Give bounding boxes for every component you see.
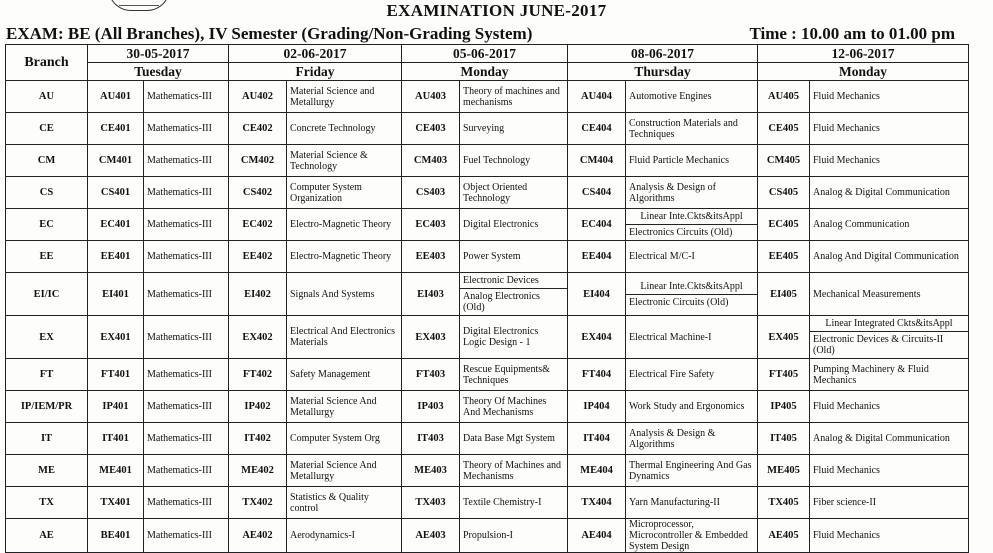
subject-code: FT402: [229, 359, 287, 391]
subject-name: Material Science and Metallurgy: [287, 81, 402, 113]
subject-code: CE405: [758, 113, 810, 145]
subject-code: AU405: [758, 81, 810, 113]
subject-name: Analysis & Design of Algorithms: [626, 177, 758, 209]
branch-cell: ME: [6, 455, 88, 487]
subject-name-group: [810, 316, 969, 359]
subject-code: FT405: [758, 359, 810, 391]
subject-name: Work Study and Ergonomics: [626, 391, 758, 423]
table-row: [6, 316, 969, 359]
subject-name: Material Science & Technology: [287, 145, 402, 177]
subject-name: Mathematics-III: [144, 391, 229, 423]
subject-name: Electrical Fire Safety: [626, 359, 758, 391]
subject-name: Construction Materials and Techniques: [626, 113, 758, 145]
subject-name: Computer System Organization: [287, 177, 402, 209]
subject-code: TX401: [88, 487, 144, 519]
subject-name: Electronic Devices: [463, 275, 539, 286]
subject-name: Digital Electronics Logic Design - 1: [460, 316, 568, 359]
subject-code: IP405: [758, 391, 810, 423]
subject-name: Mathematics-III: [144, 519, 229, 553]
subject-code: EE404: [568, 241, 626, 273]
table-row: [6, 455, 969, 487]
header-day-row: [6, 63, 969, 81]
subject-code: AE404: [568, 519, 626, 553]
subject-code: IP404: [568, 391, 626, 423]
subject-name: Fluid Mechanics: [810, 391, 969, 423]
subject-code: EC404: [568, 209, 626, 241]
column-date: 05-06-2017: [402, 45, 568, 63]
subject-name: Object Oriented Technology: [460, 177, 568, 209]
subject-name: Aerodynamics-I: [287, 519, 402, 553]
table-row: [6, 145, 969, 177]
subject-code: CS405: [758, 177, 810, 209]
subject-code: EE401: [88, 241, 144, 273]
subject-code: AE403: [402, 519, 460, 553]
timetable: [5, 44, 969, 553]
subject-code: BE401: [88, 519, 144, 553]
column-date: 12-06-2017: [758, 45, 969, 63]
subject-code: IT405: [758, 423, 810, 455]
subject-code: AU401: [88, 81, 144, 113]
subject-code: ME402: [229, 455, 287, 487]
subject-name: Mathematics-III: [144, 241, 229, 273]
subject-name: Material Science And Metallurgy: [287, 391, 402, 423]
subject-code: IT401: [88, 423, 144, 455]
subject-code: CM404: [568, 145, 626, 177]
subject-name: Fiber science-II: [810, 487, 969, 519]
subject-name: Rescue Equipments& Techniques: [460, 359, 568, 391]
subject-name: Analog Communication: [810, 209, 969, 241]
column-date: 02-06-2017: [229, 45, 402, 63]
subject-code: TX402: [229, 487, 287, 519]
exam-info: EXAM: BE (All Branches), IV Semester (Grading/Non-Grading System): [6, 24, 533, 43]
subject-name: Mathematics-III: [144, 177, 229, 209]
subject-name: Statistics & Quality control: [287, 487, 402, 519]
subject-name: Electro-Magnetic Theory: [287, 209, 402, 241]
branch-cell: EC: [6, 209, 88, 241]
subject-name: Theory Of Machines And Mechanisms: [460, 391, 568, 423]
exam-title: EXAMINATION JUNE-2017: [386, 1, 607, 20]
table-row: [6, 487, 969, 519]
subject-name: Surveying: [460, 113, 568, 145]
table-row: [6, 81, 969, 113]
subject-code: TX405: [758, 487, 810, 519]
subject-code: TX403: [402, 487, 460, 519]
subject-name: Mathematics-III: [144, 487, 229, 519]
subject-name: Pumping Machinery & Fluid Mechanics: [810, 359, 969, 391]
subject-name: Electrical And Electronics Materials: [287, 316, 402, 359]
subject-name: Electrical M/C-I: [626, 241, 758, 273]
subject-code: CS401: [88, 177, 144, 209]
subject-code: CS404: [568, 177, 626, 209]
table-row: [6, 391, 969, 423]
subject-code: EX401: [88, 316, 144, 359]
subject-name: Textile Chemistry-I: [460, 487, 568, 519]
branch-cell: AU: [6, 81, 88, 113]
timetable-body: [6, 81, 969, 553]
subject-name: Electronic Circuits (Old): [626, 294, 757, 310]
subject-name: Fluid Mechanics: [810, 455, 969, 487]
subject-name: Material Science And Metallurgy: [287, 455, 402, 487]
subject-code: CM403: [402, 145, 460, 177]
subject-name: Signals And Systems: [287, 273, 402, 316]
subject-code: EX403: [402, 316, 460, 359]
branch-cell: CS: [6, 177, 88, 209]
subject-name: Mathematics-III: [144, 359, 229, 391]
subject-code: EE402: [229, 241, 287, 273]
subject-code: CE403: [402, 113, 460, 145]
subject-name: Power System: [460, 241, 568, 273]
subject-code: FT401: [88, 359, 144, 391]
subject-name: Analog & Digital Communication: [810, 177, 969, 209]
column-day: Tuesday: [88, 63, 229, 81]
subject-code: AU404: [568, 81, 626, 113]
subject-code: IT403: [402, 423, 460, 455]
subject-name: Fluid Mechanics: [810, 81, 969, 113]
subject-code: IP401: [88, 391, 144, 423]
subject-name: Fluid Particle Mechanics: [626, 145, 758, 177]
subject-code: IP402: [229, 391, 287, 423]
subject-name: Analog & Digital Communication: [810, 423, 969, 455]
subject-name: Linear Inte.Ckts&itsAppl: [640, 211, 743, 222]
subject-name: Analysis & Design & Algorithms: [626, 423, 758, 455]
subject-code: FT404: [568, 359, 626, 391]
subject-code: IP403: [402, 391, 460, 423]
subject-code: ME405: [758, 455, 810, 487]
subject-name-group: [460, 273, 568, 316]
subject-code: CM402: [229, 145, 287, 177]
subject-name: Electronic Devices & Circuits-II (Old): [810, 331, 968, 358]
branch-cell: EX: [6, 316, 88, 359]
subject-name: Theory of machines and mechanisms: [460, 81, 568, 113]
subject-code: TX404: [568, 487, 626, 519]
column-day: Monday: [758, 63, 969, 81]
subject-code: IT404: [568, 423, 626, 455]
subject-name: Analog Electronics (Old): [460, 288, 567, 315]
subject-name: Microprocessor, Microcontroller & Embedded System Design: [626, 519, 758, 553]
column-date: 30-05-2017: [88, 45, 229, 63]
column-day: Monday: [402, 63, 568, 81]
subject-name-group: [626, 273, 758, 316]
branch-cell: IP/IEM/PR: [6, 391, 88, 423]
subject-code: EX405: [758, 316, 810, 359]
branch-cell: CE: [6, 113, 88, 145]
branch-cell: EI/IC: [6, 273, 88, 316]
subject-code: EC403: [402, 209, 460, 241]
subject-name: Computer System Org: [287, 423, 402, 455]
header-date-row: [6, 45, 969, 63]
subject-code: CE404: [568, 113, 626, 145]
subject-code: EI401: [88, 273, 144, 316]
subject-name: Mathematics-III: [144, 316, 229, 359]
subject-name: Safety Management: [287, 359, 402, 391]
subject-code: CM401: [88, 145, 144, 177]
subject-name: Data Base Mgt System: [460, 423, 568, 455]
subject-code: EI403: [402, 273, 460, 316]
table-row: [6, 519, 969, 553]
subject-code: ME401: [88, 455, 144, 487]
subject-code: EC402: [229, 209, 287, 241]
subject-name: Electro-Magnetic Theory: [287, 241, 402, 273]
branch-header: Branch: [6, 45, 88, 81]
subject-name: Propulsion-I: [460, 519, 568, 553]
column-date: 08-06-2017: [568, 45, 758, 63]
table-row: [6, 359, 969, 391]
subject-name: Electronics Circuits (Old): [626, 224, 757, 240]
table-row: [6, 423, 969, 455]
table-row: [6, 241, 969, 273]
subject-name: Mathematics-III: [144, 209, 229, 241]
subject-name: Fuel Technology: [460, 145, 568, 177]
subject-code: EX402: [229, 316, 287, 359]
subject-name: Yarn Manufacturing-II: [626, 487, 758, 519]
subject-name: Mathematics-III: [144, 423, 229, 455]
subject-code: EI404: [568, 273, 626, 316]
table-row: [6, 273, 969, 316]
subject-code: CE402: [229, 113, 287, 145]
subject-code: AU402: [229, 81, 287, 113]
subject-code: CM405: [758, 145, 810, 177]
subject-code: EI405: [758, 273, 810, 316]
subject-code: IT402: [229, 423, 287, 455]
table-row: [6, 209, 969, 241]
subject-name: Mechanical Measurements: [810, 273, 969, 316]
branch-cell: EE: [6, 241, 88, 273]
branch-cell: IT: [6, 423, 88, 455]
subject-name: Analog And Digital Communication: [810, 241, 969, 273]
subject-name: Thermal Engineering And Gas Dynamics: [626, 455, 758, 487]
subject-name: Linear Integrated Ckts&itsAppl: [825, 318, 953, 329]
column-day: Thursday: [568, 63, 758, 81]
subject-code: FT403: [402, 359, 460, 391]
subject-code: EX404: [568, 316, 626, 359]
subject-name: Fluid Mechanics: [810, 145, 969, 177]
subject-name: Mathematics-III: [144, 81, 229, 113]
subject-name: Digital Electronics: [460, 209, 568, 241]
subject-code: CE401: [88, 113, 144, 145]
subject-name: Mathematics-III: [144, 455, 229, 487]
subject-name: Mathematics-III: [144, 113, 229, 145]
subject-name: Mathematics-III: [144, 273, 229, 316]
subject-code: EI402: [229, 273, 287, 316]
branch-cell: CM: [6, 145, 88, 177]
subject-name: Electrical Machine-I: [626, 316, 758, 359]
subject-name: Fluid Mechanics: [810, 113, 969, 145]
subject-code: EC401: [88, 209, 144, 241]
branch-cell: FT: [6, 359, 88, 391]
subject-name: Automotive Engines: [626, 81, 758, 113]
table-row: [6, 177, 969, 209]
subject-code: EC405: [758, 209, 810, 241]
subject-code: CS403: [402, 177, 460, 209]
subject-code: AE405: [758, 519, 810, 553]
subject-code: ME404: [568, 455, 626, 487]
subject-name: Theory of Machines and Mechanisms: [460, 455, 568, 487]
subject-code: AU403: [402, 81, 460, 113]
branch-cell: AE: [6, 519, 88, 553]
subject-code: ME403: [402, 455, 460, 487]
subject-name: Linear Inte.Ckts&itsAppl: [640, 280, 743, 292]
subject-code: CS402: [229, 177, 287, 209]
subject-name: Mathematics-III: [144, 145, 229, 177]
column-day: Friday: [229, 63, 402, 81]
branch-cell: TX: [6, 487, 88, 519]
subject-code: AE402: [229, 519, 287, 553]
subject-name: Fluid Mechanics: [810, 519, 969, 553]
subject-name: Concrete Technology: [287, 113, 402, 145]
exam-time: Time : 10.00 am to 01.00 pm: [749, 24, 955, 43]
subject-name-group: [626, 209, 758, 241]
subject-code: EE403: [402, 241, 460, 273]
subject-code: EE405: [758, 241, 810, 273]
table-row: [6, 113, 969, 145]
